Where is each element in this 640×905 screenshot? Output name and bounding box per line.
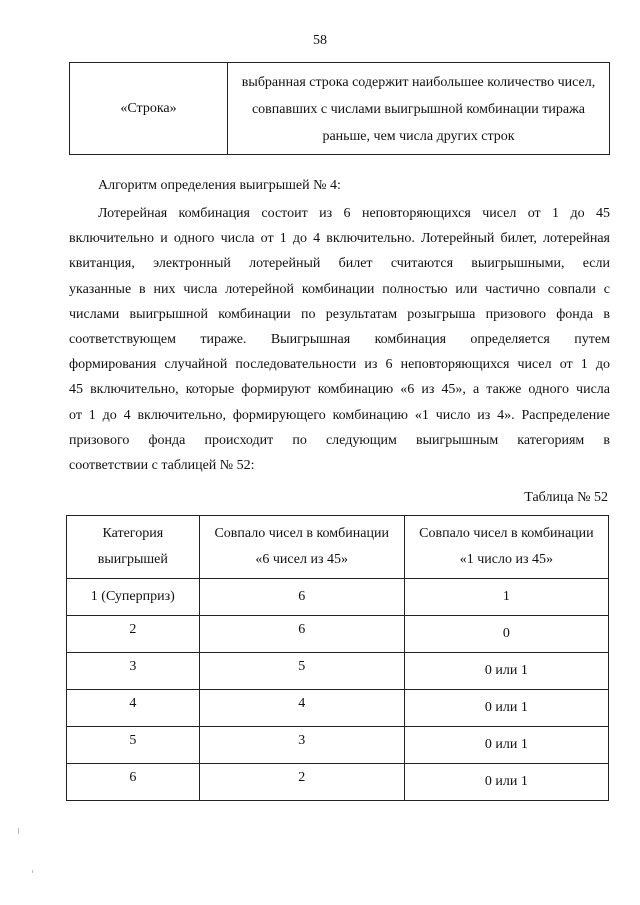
body-line: указанные в них числа лотерейной комбинации полностью или частично совпали с — [69, 281, 610, 297]
body-line: 45 включительно, которые формируют комбинацию «6 из 45», а также одного числа — [69, 382, 610, 398]
cell-category: 5 — [67, 727, 200, 764]
body-line: Лотерейная комбинация состоит из 6 неповторяющихся чисел от 1 до 45 — [98, 206, 610, 221]
body-line: соответствующем тираже. Выигрышная комбинация определяется путем — [69, 332, 610, 348]
body-line: формирования случайной последовательности из 6 неповторяющихся чисел от 1 до — [69, 357, 610, 373]
header-line: Категория — [102, 526, 164, 541]
body-line: числами выигрышной комбинации по результатам розыгрыша призового фонда в — [69, 306, 610, 322]
scan-speck — [32, 870, 33, 873]
cell-six-of-45: 6 — [199, 616, 404, 653]
table-row — [67, 579, 609, 616]
definition-table — [69, 62, 610, 155]
cell-one-of-4: 0 или 1 — [404, 727, 608, 764]
header-line: выигрышей — [97, 552, 168, 567]
definition-row — [70, 63, 610, 155]
definition-term: «Строка» — [70, 63, 228, 155]
cell-category: 1 (Суперприз) — [67, 579, 200, 616]
cell-category: 3 — [67, 653, 200, 690]
cell-six-of-45: 3 — [199, 727, 404, 764]
body-line: соответствии с таблицей № 52: — [69, 458, 255, 474]
header-category — [67, 516, 200, 579]
table-caption: Таблица № 52 — [524, 490, 608, 505]
cell-six-of-45: 2 — [199, 764, 404, 801]
table-row — [67, 653, 609, 690]
table-row — [67, 616, 609, 653]
cell-one-of-4: 0 — [404, 616, 608, 653]
definition-description — [228, 63, 610, 155]
cell-category: 2 — [67, 616, 200, 653]
definition-line: выбранная строка содержит наибольшее количество чисел, — [241, 75, 596, 90]
header-line: «6 чисел из 45» — [255, 552, 349, 567]
header-one-of-4 — [404, 516, 608, 579]
cell-one-of-4: 0 или 1 — [404, 690, 608, 727]
body-line: от 1 до 4 включительно, формирующего комбинацию «1 число из 4». Распределение — [69, 407, 610, 423]
body-line: квитанция, электронный лотерейный билет считаются выигрышными, если — [69, 256, 610, 272]
prize-category-table — [66, 515, 609, 801]
algorithm-heading: Алгоритм определения выигрышей № 4: — [98, 178, 341, 193]
cell-one-of-4: 1 — [404, 579, 608, 616]
table-header-row — [67, 516, 609, 579]
table-row — [67, 764, 609, 801]
table-row — [67, 727, 609, 764]
scan-speck — [18, 828, 19, 834]
cell-six-of-45: 6 — [199, 579, 404, 616]
body-line: призового фонда происходит по следующим выигрышным категориям в — [69, 432, 610, 448]
cell-category: 4 — [67, 690, 200, 727]
header-line: Совпало чисел в комбинации — [419, 526, 594, 541]
body-line: включительно и одного числа от 1 до 4 включительно. Лотерейный билет, лотерейная — [69, 231, 610, 247]
definition-line: совпавших с числами выигрышной комбинации тиража — [251, 102, 586, 117]
algorithm-body — [69, 201, 610, 478]
header-line: «1 число из 45» — [459, 552, 554, 567]
cell-one-of-4: 0 или 1 — [404, 653, 608, 690]
header-six-of-45 — [199, 516, 404, 579]
definition-line: раньше, чем числа других строк — [322, 129, 515, 144]
cell-six-of-45: 5 — [199, 653, 404, 690]
cell-category: 6 — [67, 764, 200, 801]
table-row — [67, 690, 609, 727]
page-number: 58 — [313, 33, 327, 48]
cell-one-of-4: 0 или 1 — [404, 764, 608, 801]
header-line: Совпало чисел в комбинации — [214, 526, 389, 541]
cell-six-of-45: 4 — [199, 690, 404, 727]
